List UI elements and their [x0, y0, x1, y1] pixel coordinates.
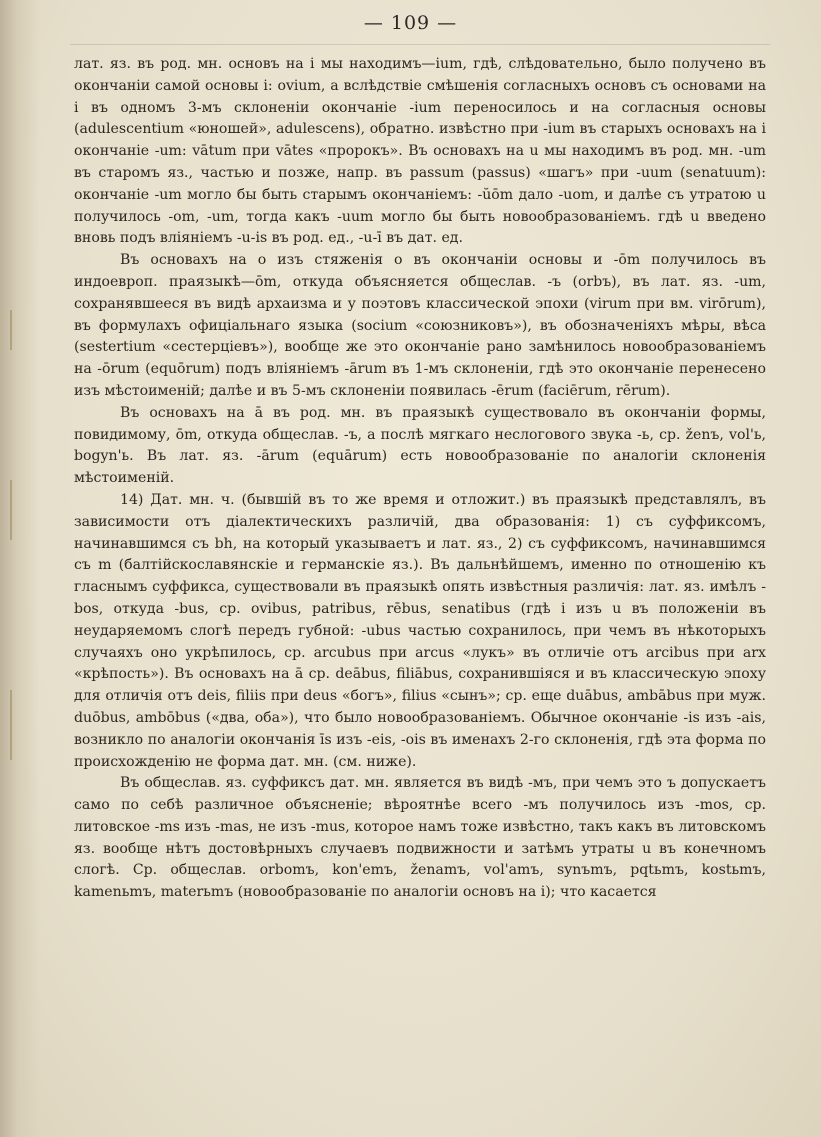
body-text — [74, 54, 766, 904]
header-rule — [70, 44, 770, 45]
paragraph-3: Въ основахъ на ā въ род. мн. въ праязыкѣ существовало въ окончаніи формы, повидимому, ōm, откуда общеслав. -ъ, а послѣ мягкаго неслогового звука -ь, ср. ženъ, vol'ь, bogyn'ь. Въ лат. яз. -ārum (equārum) есть новообразованіе по аналогіи склоненія мѣстоименій. — [74, 404, 766, 487]
paragraph-2: Въ основахъ на о изъ стяженія о въ окончаніи основы и -ōm получилось въ индоевроп. праязыкѣ—ōm, откуда объясняется общеслав. -ъ (orbъ), въ лат. яз. -um, сохранявшееся въ видѣ архаизма и у поэтовъ классической эпохи (virum при вм. virōrum), въ формулахъ офиціальнаго языка (socium «союзниковъ»), въ обозначеніяхъ мѣры, вѣса (sestertium «сестерціевъ»), вообще же это окончаніе рано замѣнилось новообразованіемъ на -ōrum (equōrum) подъ вліяніемъ -ārum въ 1-мъ склоненіи, гдѣ это окончаніе перенесено изъ мѣстоименій; далѣе и въ 5-мъ склоненіи появилась -ērum (faciērum, rērum). — [74, 252, 766, 399]
paragraph-5: Въ общеслав. яз. суффиксъ дат. мн. является въ видѣ -мъ, при чемъ это ъ допускаетъ само по себѣ различное объясненіе; вѣроятнѣе всего -мъ получилось изъ -mos, ср. литовское -ms изъ -mas, не изъ -mus, которое намъ тоже извѣстно, такъ какъ въ литовскомъ яз. вообще нѣтъ достовѣрныхъ случаевъ подвижности и затѣмъ утраты u въ конечномъ слогѣ. Ср. общеслав. orbomъ, kon'emъ, ženamъ, vol'amъ, synъmъ, pqtьmъ, kostьmъ, kamenьmъ, materьmъ (новообразованіе по аналогіи основъ на i); что касается — [74, 775, 766, 901]
paragraph-1: лат. яз. въ род. мн. основъ на i мы находимъ—ium, гдѣ, слѣдовательно, было получено въ окончаніи самой основы i: ovium, а вслѣдствіе смѣшенія согласныхъ основъ съ основами на i въ одномъ 3-мъ склоненіи окончаніе -ium переносилось и на согласныя основы (adulescentium «юношей», adulescens), обратно. извѣстно при -ium въ старыхъ основахъ на i окончаніе -um: vātum при vātes «пророкъ». Въ основахъ на u мы находимъ въ род. мн. -um въ старомъ яз., частью и позже, напр. въ passum (passus) «шагъ» при -uum (senatuum): окончаніе -um могло бы быть старымъ окончаніемъ: -ŭōm дало -uom, и далѣе съ утратою u получилось -om, -um, тогда какъ -uum могло бы быть новообразованіемъ. гдѣ u введено вновь подъ вліяніемъ -u-is въ род. ед., -u-ī въ дат. ед. — [74, 56, 766, 247]
paragraph-4: 14) Дат. мн. ч. (бывшій въ то же время и отложит.) въ праязыкѣ представлялъ, въ зависимости отъ діалектическихъ различій, два образованія: 1) съ суффиксомъ, начинавшимся съ bh, на который указываетъ и лат. яз., 2) съ суффиксомъ, начинавшимся съ m (балтійскославянскіе и германскіе яз.). Въ дальнѣйшемъ, именно по отношенію къ гласнымъ суффикса, существовали въ праязыкѣ опять извѣстныя различія: лат. яз. имѣлъ -bos, откуда -bus, ср. ovibus, patribus, rēbus, senatibus (гдѣ i изъ u въ положеніи въ неударяемомъ слогѣ передъ губной: -ubus частью сохранилось, при чемъ въ нѣкоторыхъ случаяхъ оно укрѣпилось, ср. arcubus при arcus «лукъ» въ отличіе отъ arcibus при arx «крѣпость»). Въ основахъ на ā ср. deābus, filiābus, сохранившіяся и въ классическую эпоху для отличія отъ deis, filiis при deus «богъ», filius «сынъ»; ср. еще duābus, ambābus при муж. duōbus, ambōbus («два, оба»), что было новообразованіемъ. Обычное окончаніе -is изъ -ais, возникло по аналогіи окончанія īs изъ -eis, -ois въ именахъ 2-го склоненія, гдѣ эта форма по происхожденію не форма дат. мн. (см. ниже). — [74, 491, 766, 770]
margin-marks — [4, 300, 24, 800]
page-number: — 109 — — [363, 12, 458, 34]
